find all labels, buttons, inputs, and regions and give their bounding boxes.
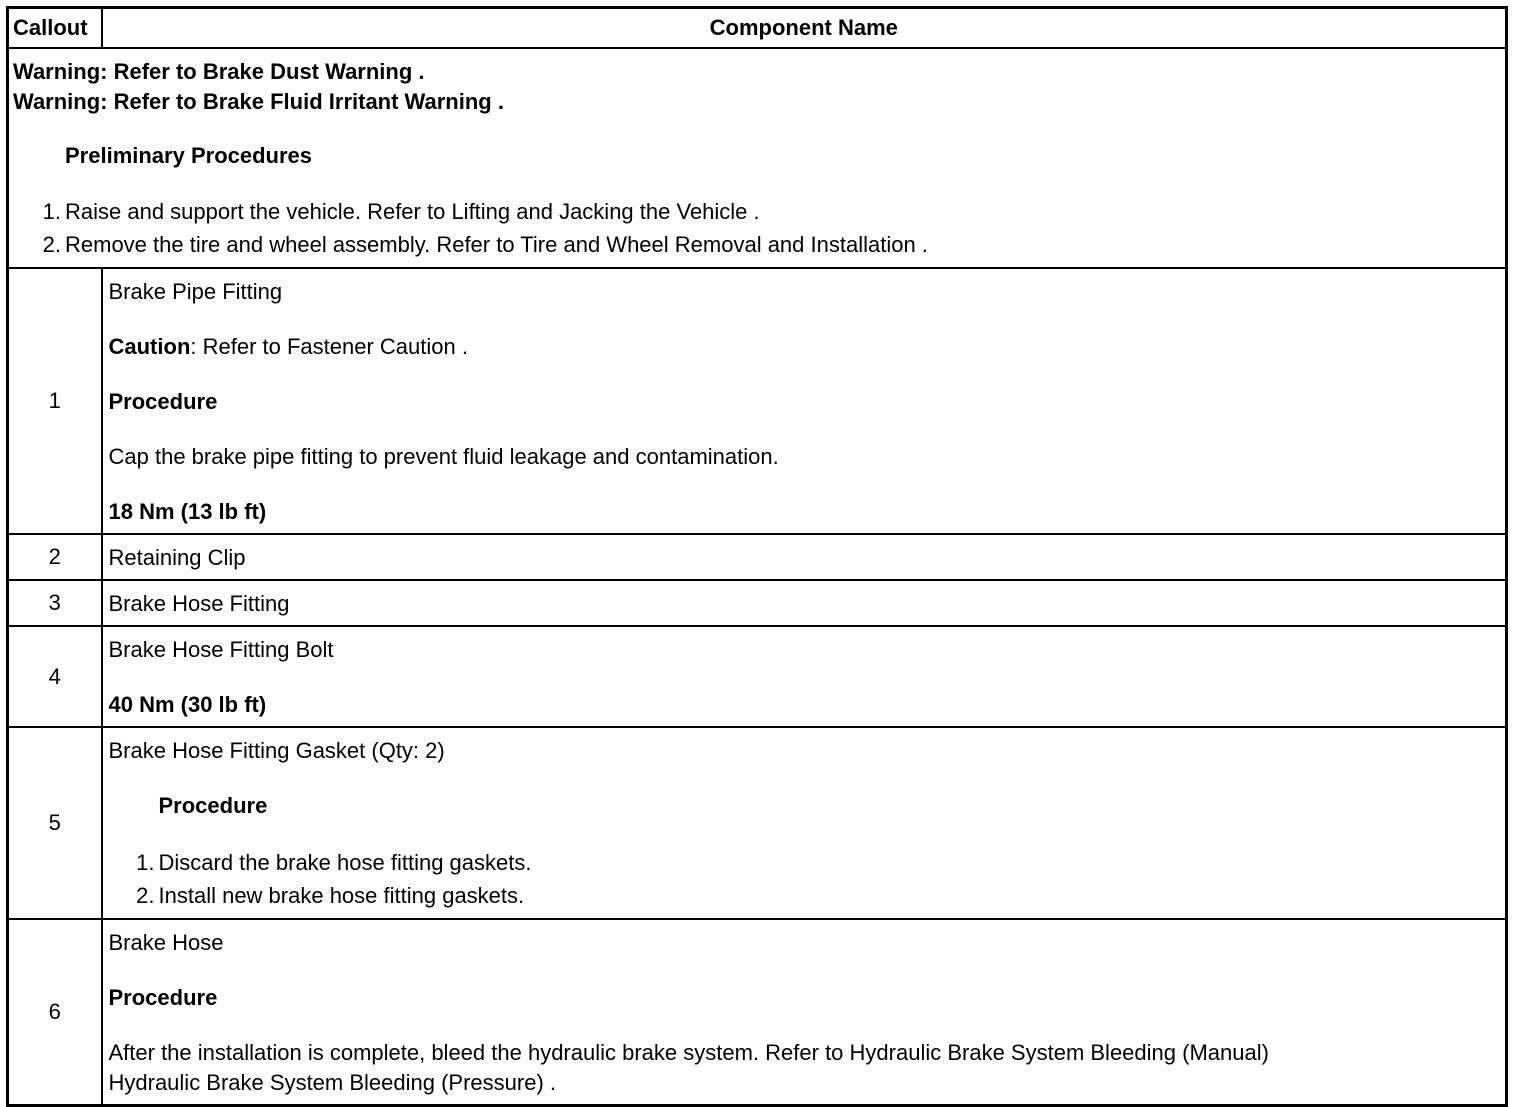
list-item: 1. Discard the brake hose fitting gaskets. [136, 850, 532, 875]
table-row [8, 580, 1507, 626]
callout-number: 5 [8, 727, 102, 919]
warning-brake-dust: Warning: Refer to Brake Dust Warning . [13, 59, 425, 84]
list-item: 2. Install new brake hose fitting gaskets. [136, 883, 525, 908]
preliminary-row [8, 48, 1507, 268]
callout-number: 6 [8, 919, 102, 1106]
table-row [8, 727, 1507, 919]
callout-number: 4 [8, 626, 102, 727]
table-header-row [8, 8, 1507, 49]
component-name: Brake Hose Fitting Gasket (Qty: 2) [108, 738, 445, 763]
table-row [8, 626, 1507, 727]
component-name: Brake Hose Fitting Bolt [108, 637, 334, 662]
procedure-text-line-1: After the installation is complete, bleed the hydraulic brake system. Refer to Hydraulic Brake System Bleeding (Manual) [108, 1040, 1269, 1065]
component-name: Retaining Clip [102, 534, 1507, 580]
callout-number: 3 [8, 580, 102, 626]
table-row [8, 268, 1507, 534]
list-item: 1. Raise and support the vehicle. Refer to Lifting and Jacking the Vehicle . [42, 199, 760, 224]
component-name-header: Component Name [102, 8, 1507, 49]
table-row [8, 534, 1507, 580]
torque-spec: 40 Nm (30 lb ft) [108, 692, 267, 717]
procedure-text-line-2: Hydraulic Brake System Bleeding (Pressure) . [108, 1070, 556, 1095]
component-cell [102, 727, 1507, 919]
caution-line: Caution: Refer to Fastener Caution . [108, 334, 468, 359]
component-cell [102, 268, 1507, 534]
torque-spec: 18 Nm (13 lb ft) [108, 499, 267, 524]
procedure-label: Procedure [108, 389, 218, 414]
component-name: Brake Pipe Fitting [108, 279, 283, 304]
preliminary-steps [13, 195, 1501, 261]
table-row [8, 919, 1507, 1106]
callout-number: 1 [8, 268, 102, 534]
warning-brake-fluid: Warning: Refer to Brake Fluid Irritant Warning . [13, 89, 504, 114]
component-cell [102, 919, 1507, 1106]
procedure-label: Procedure [158, 793, 268, 818]
parts-table [6, 6, 1508, 1107]
list-item: 2. Remove the tire and wheel assembly. Refer to Tire and Wheel Removal and Installation . [42, 232, 928, 257]
component-cell [102, 626, 1507, 727]
callout-header: Callout [8, 8, 102, 49]
procedure-steps [109, 846, 1500, 912]
procedure-label: Procedure [108, 985, 218, 1010]
preliminary-section [8, 48, 1507, 268]
procedure-text: Cap the brake pipe fitting to prevent fluid leakage and contamination. [108, 444, 779, 469]
component-name: Brake Hose [108, 930, 224, 955]
callout-number: 2 [8, 534, 102, 580]
component-name: Brake Hose Fitting [102, 580, 1507, 626]
preliminary-title: Preliminary Procedures [65, 143, 313, 168]
